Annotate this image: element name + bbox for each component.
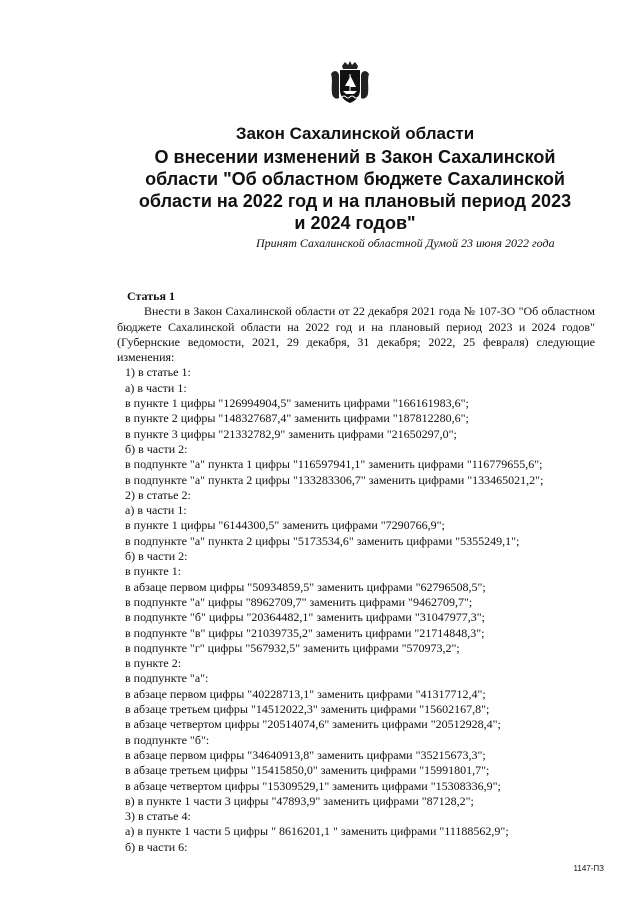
- amendment-line: в абзаце первом цифры "50934859,5" заменить цифрами "62796508,5";: [125, 579, 486, 594]
- amendment-line: в подпункте "б":: [125, 732, 210, 747]
- amendment-line: в пункте 3 цифры "21332782,9" заменить цифрами "21650297,0";: [125, 426, 457, 441]
- document-title: [120, 124, 590, 234]
- amendment-list: [117, 365, 595, 855]
- title-line: области на 2022 год и на плановый период 2023: [138, 191, 572, 211]
- adoption-note: Принят Сахалинской областной Думой 23 июня 2022 года: [256, 236, 555, 250]
- article-intro: Внести в Закон Сахалинской области от 22 декабря 2021 года № 107-ЗО "Об областном бюджете Сахалинской области на 2022 год и на плановый период 2023 и 2024 годов" (Губернские ведомости, 2021, 29 декабря, 31 декабря; 2022, 25 февраля) следующие изменения:: [117, 304, 595, 365]
- title-line: О внесении изменений в Закон Сахалинской: [154, 147, 556, 167]
- amendment-line: в абзаце первом цифры "34640913,8" заменить цифрами "35215673,3";: [125, 747, 486, 762]
- amendment-line: в абзаце четвертом цифры "20514074,6" заменить цифрами "20512928,4";: [125, 717, 501, 732]
- law-heading: Закон Сахалинской области: [235, 124, 475, 143]
- amendment-line: в) в пункте 1 части 3 цифры "47893,9" заменить цифрами "87128,2";: [125, 793, 474, 808]
- amendment-line: в подпункте "а" пункта 1 цифры "116597941,1" заменить цифрами "116779655,6";: [125, 457, 543, 472]
- amendment-line: в абзаце четвертом цифры "15309529,1" заменить цифрами "15308336,9";: [125, 778, 501, 793]
- amendment-line: в подпункте "г" цифры "567932,5" заменить цифрами "570973,2";: [125, 640, 460, 655]
- amendment-line: а) в части 1:: [125, 380, 187, 395]
- amendment-line: б) в части 2:: [125, 549, 188, 564]
- amendment-line: в пункте 1 цифры "126994904,5" заменить цифрами "166161983,6";: [125, 396, 469, 411]
- amendment-line: б) в части 6:: [125, 839, 188, 854]
- amendment-line: в абзаце первом цифры "40228713,1" заменить цифрами "41317712,4";: [125, 686, 486, 701]
- article-heading: Статья 1: [127, 289, 175, 303]
- amendment-line: в подпункте "в" цифры "21039735,2" заменить цифрами "21714848,3";: [125, 625, 485, 640]
- amendment-line: в пункте 1 цифры "6144300,5" заменить цифрами "7290766,9";: [125, 518, 445, 533]
- amendment-line: в подпункте "а" пункта 2 цифры "133283306,7" заменить цифрами "133465021,2";: [125, 472, 544, 487]
- amendment-line: в подпункте "а" пункта 2 цифры "5173534,6" заменить цифрами "5355249,1";: [125, 533, 520, 548]
- amendment-line: в пункте 2 цифры "148327687,4" заменить цифрами "187812280,6";: [125, 411, 469, 426]
- amendment-line: б) в части 2:: [125, 441, 188, 456]
- coat-of-arms-icon: [329, 60, 371, 104]
- amendment-line: в абзаце третьем цифры "14512022,3" заменить цифрами "15602167,8";: [125, 702, 490, 717]
- amendment-line: 1) в статье 1:: [125, 365, 191, 380]
- amendment-line: в подпункте "а" цифры "8962709,7" заменить цифрами "9462709,7";: [125, 594, 473, 609]
- title-line: области "Об областном бюджете Сахалинской: [145, 169, 565, 189]
- amendment-line: 3) в статье 4:: [125, 809, 191, 824]
- amendment-line: в абзаце третьем цифры "15415850,0" заменить цифрами "15991801,7";: [125, 763, 490, 778]
- amendment-line: в подпункте "б" цифры "20364482,1" заменить цифрами "31047977,3";: [125, 610, 485, 625]
- document-code: 1147-ПЗ: [573, 864, 604, 873]
- amendment-line: в пункте 1:: [125, 564, 182, 579]
- amendment-line: 2) в статье 2:: [125, 487, 191, 502]
- amendment-line: а) в пункте 1 части 5 цифры " 8616201,1 " заменить цифрами "11188562,9";: [125, 824, 509, 839]
- amendment-line: в подпункте "а":: [125, 671, 209, 686]
- amendment-line: а) в части 1:: [125, 503, 187, 518]
- title-line: и 2024 годов": [294, 213, 416, 233]
- document-body: [117, 289, 595, 855]
- amendment-line: в пункте 2:: [125, 656, 182, 671]
